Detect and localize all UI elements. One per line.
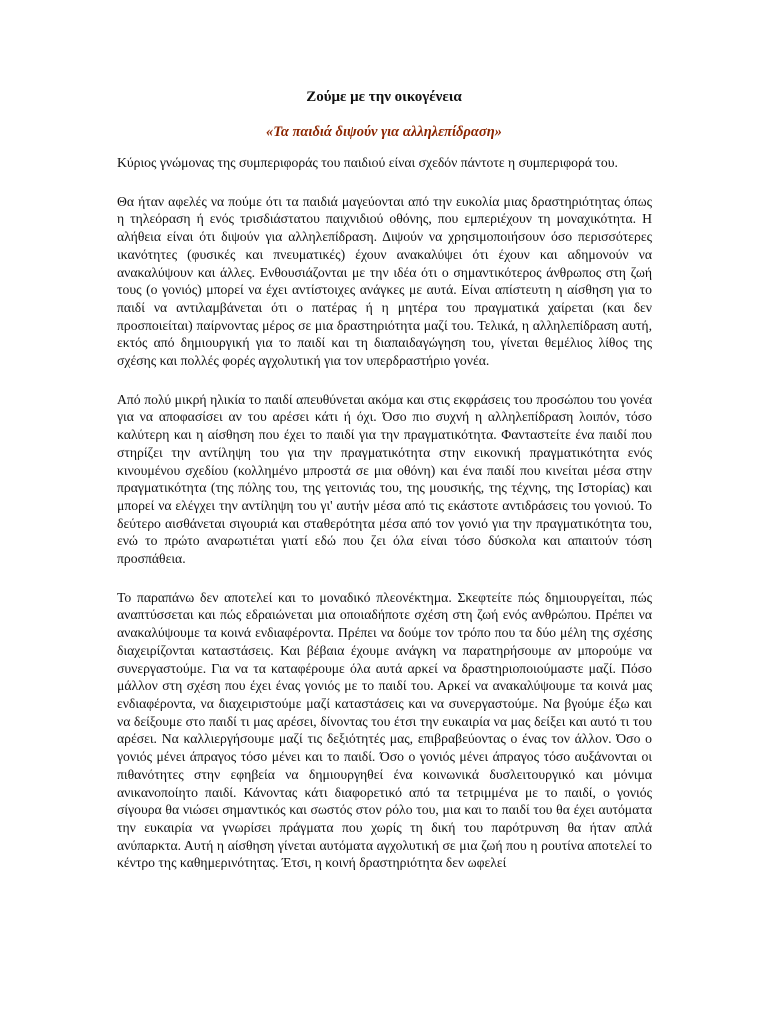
- document-subtitle: «Τα παιδιά διψούν για αλληλεπίδραση»: [266, 124, 502, 140]
- paragraph-3: Από πολύ μικρή ηλικία το παιδί απευθύνεται ακόμα και στις εκφράσεις του προσώπου του γονέα για να αποφασίσει αν του αρέσει κάτι ή όχι. Όσο πιο συχνή η αλληλεπίδραση λοιπόν, τόσο καλύτερη και η αίσθηση που έχει το παιδί για την πραγματικότητα. Φανταστείτε ένα παιδί που στηρίζει την αντίληψη του για την πραγματικότητα στην εικονική πραγματικότητα ενός κινουμένου σχεδίου (κολλημένο μπροστά σε μια οθόνη) και ένα παιδί που κινείται μέσα στην πραγματικότητα (της πόλης του, της γειτονιάς του, της μουσικής, της τέχνης, της Ιστορίας) και μπορεί να ελέγχει την αντίληψη του γι' αυτήν μέσα από τις εκάστοτε αντιδράσεις του γονιού. Το δεύτερο αισθάνεται σιγουριά και σταθερότητα μέσα από τον γονιό για την πραγματικότητα του, ενώ το πρώτο αναρωτιέται γιατί εδώ που ζει όλα είναι τόσο δύσκολα και απαιτούν τόση προσπάθεια.: [117, 391, 652, 567]
- document-body: [117, 154, 652, 893]
- paragraph-2: Θα ήταν αφελές να πούμε ότι τα παιδιά μαγεύονται από την ευκολία μιας δραστηριότητας όπως η τηλεόραση ή ενός τρισδιάστατου παιχνιδιού οθόνης, που εμπεριέχουν τη μοναχικότητα. Η αλήθεια είναι ότι διψούν για αλληλεπίδραση. Διψούν να χρησιμοποιήσουν όσο περισσότερες ικανότητες (φυσικές και πνευματικές) έχουν ανακαλύψει ότι έχουν και αδημονούν να ανακαλύψουν και άλλες. Ενθουσιάζονται με την ιδέα ότι ο σημαντικότερος άνθρωπος στη ζωή τους (ο γονιός) μπορεί να έχει αντίστοιχες ανάγκες με αυτά. Είναι απίστευτη η αίσθηση για το παιδί να αντιλαμβάνεται ότι ο πατέρας ή η μητέρα του πραγματικά χαίρεται (και δεν προσποιείται) παίρνοντας μέρος σε μια δραστηριότητα μαζί του. Τελικά, η αλληλεπίδραση αυτή, εκτός από δημιουργική για το παιδί και τη διαπαιδαγώγηση του, γίνεται θεμέλιος λίθος της σχέσης και πολλές φορές αγχολυτική για τον υπερδραστήριο γονέα.: [117, 193, 652, 369]
- paragraph-1: Κύριος γνώμονας της συμπεριφοράς του παιδιού είναι σχεδόν πάντοτε η συμπεριφορά του.: [117, 155, 618, 170]
- paragraph-4: Το παραπάνω δεν αποτελεί και το μοναδικό πλεονέκτημα. Σκεφτείτε πώς δημιουργείται, πώς αναπτύσσεται και πώς εδραιώνεται μια οποιαδήποτε σχέση στη ζωή ενός ανθρώπου. Πρέπει να ανακαλύψουμε τα κοινά ενδιαφέροντα. Πρέπει να δούμε τον τρόπο που τα δύο μέλη της σχέσης διαχειρίζονται καταστάσεις. Και βέβαια έχουμε ανάγκη να παρατηρήσουμε αν μπορούμε να συνεργαστούμε. Για να τα καταφέρουμε όλα αυτά αρκεί να δραστηριοποιούμαστε μαζί. Πόσο μάλλον στη σχέση που έχει ένας γονιός με το παιδί του. Αρκεί να ανακαλύψουμε τα κοινά μας ενδιαφέροντα, να διαχειριστούμε μαζί καταστάσεις και να συνεργαστούμε. Να βγούμε έξω και να δείξουμε στο παιδί τι μας αρέσει, δίνοντας του έτσι την ευκαιρία να μας δείξει και αυτό τι του αρέσει. Να καλλιεργήσουμε μαζί τις δεξιότητές μας, επιβραβεύοντας ο ένας τον άλλον. Όσο ο γονιός μένει άπραγος τόσο μένει και το παιδί. Όσο ο γονιός μένει άπραγος τόσο αυξάνονται οι πιθανότητες στην εφηβεία να δημιουργηθεί ένα κοινωνικά δυσλειτουργικό και μόνιμα ανικανοποίητο παιδί. Κάνοντας κάτι διαφορετικό από τα τετριμμένα με το παιδί, ο γονιός σίγουρα θα νιώσει σημαντικός και σωστός στον ρόλο του, μια και το παιδί του θα έχει αυτόματα την ευκαιρία να γνωρίσει πράγματα που χωρίς τη δική του παρότρυνση θα ήταν απλά ανύπαρκτα. Αυτή η αίσθηση γίνεται αυτόματα αγχολυτική σε μια ζωή που η ρουτίνα αποτελεί το κέντρο της καθημερινότητας. Έτσι, η κοινή δραστηριότητα δεν ωφελεί: [117, 589, 652, 871]
- document-title: Ζούμε με την οικογένεια: [306, 89, 462, 105]
